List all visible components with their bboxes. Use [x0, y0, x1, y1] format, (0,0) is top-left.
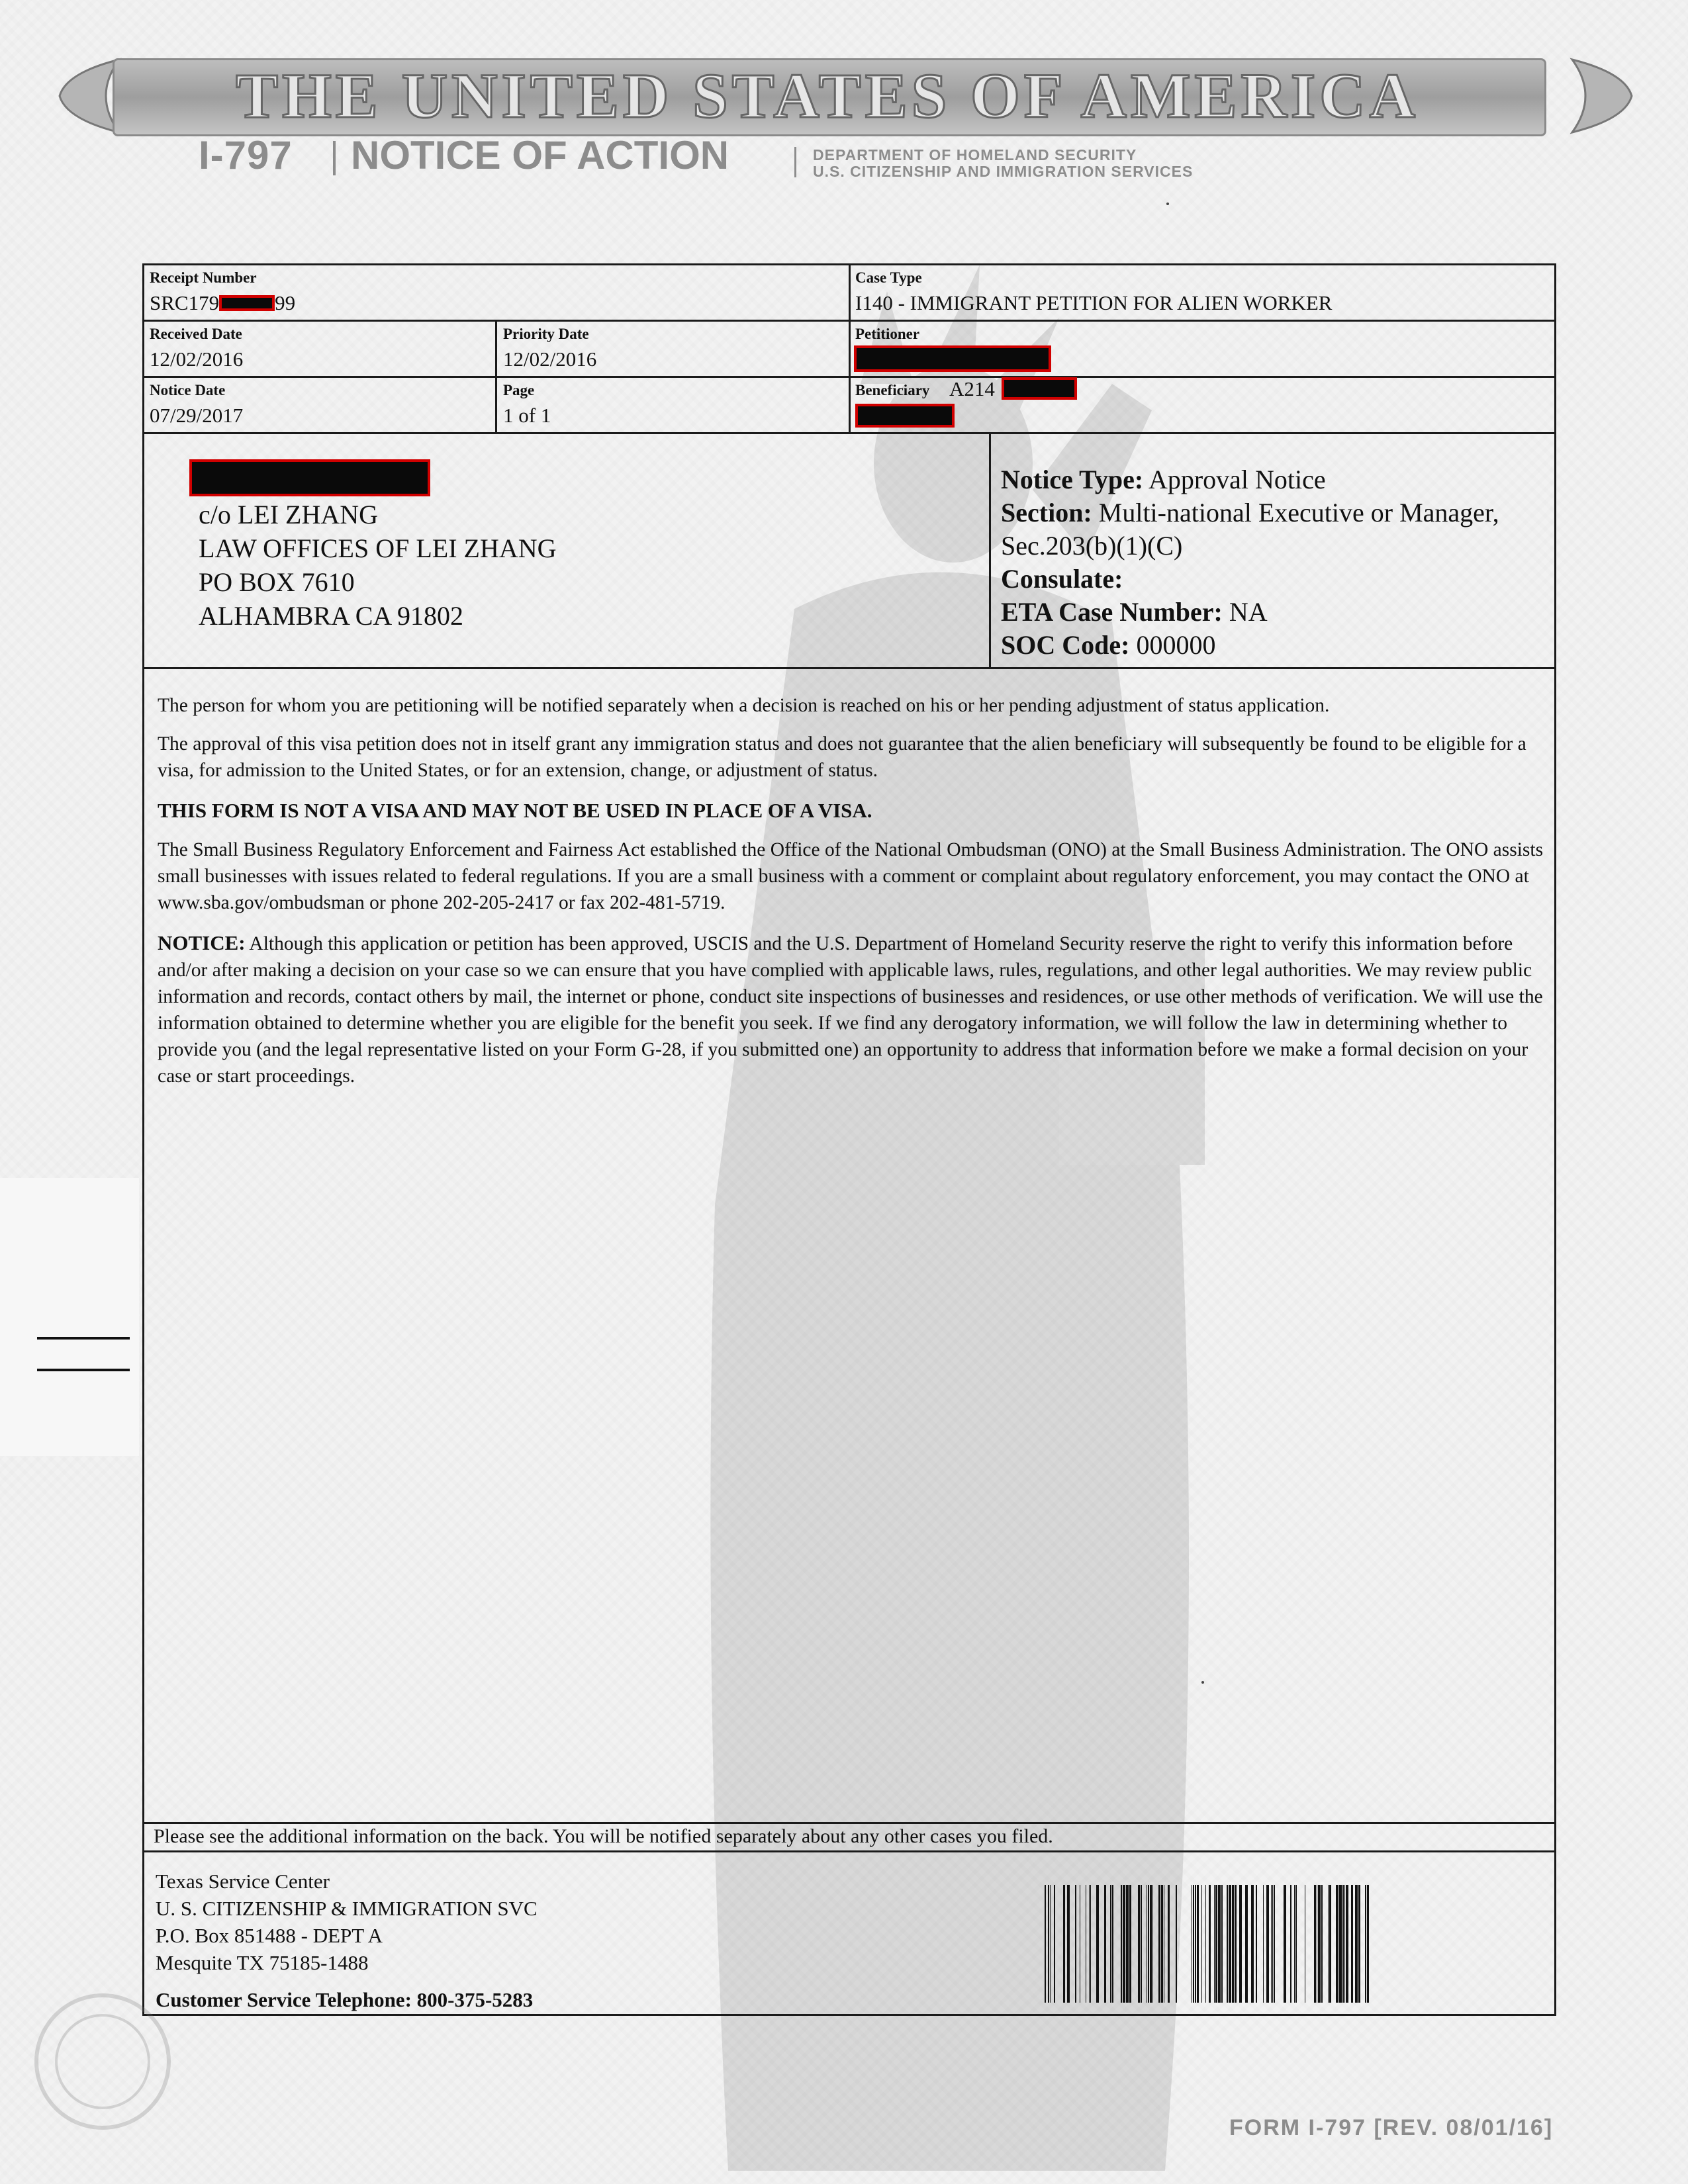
- barcode-bar: [1129, 1885, 1131, 2003]
- barcode-bar: [1235, 1885, 1237, 2003]
- barcode-bar: [1227, 1885, 1228, 2003]
- case-type-value: I140 - IMMIGRANT PETITION FOR ALIEN WORKER: [855, 291, 1333, 314]
- speck: [1201, 1681, 1204, 1684]
- additional-info-note: Please see the additional information on the back. You will be notified separately about any other cases you filed.: [154, 1825, 1053, 1847]
- customer-service-telephone: Customer Service Telephone: 800-375-5283: [156, 1988, 534, 2011]
- barcode-bar: [1138, 1885, 1140, 2003]
- barcode-bar: [1232, 1885, 1234, 2003]
- receipt-number-label: Receipt Number: [150, 269, 257, 286]
- grid-line: [142, 1850, 1556, 1852]
- barcode-bar: [1290, 1885, 1291, 2003]
- receipt-number-suffix: 99: [275, 291, 296, 314]
- beneficiary-a-number: A214: [949, 377, 995, 400]
- beneficiary-label: Beneficiary: [855, 382, 930, 398]
- barcode-bar: [1218, 1885, 1221, 2003]
- form-number-separator: [333, 141, 336, 175]
- received-date-value: 12/02/2016: [150, 347, 244, 371]
- paragraph-approval: [158, 731, 1544, 784]
- barcode-bar: [1346, 1885, 1348, 2003]
- barcode-bar: [1152, 1885, 1153, 2003]
- address-line: LAW OFFICES OF LEI ZHANG: [199, 533, 557, 563]
- barcode-bar: [1336, 1885, 1338, 2003]
- form-revision: FORM I-797 [REV. 08/01/16]: [1229, 2115, 1554, 2140]
- soc-code-value: 000000: [1136, 630, 1216, 660]
- barcode-bar: [1328, 1885, 1329, 2003]
- barcode-bar: [1321, 1885, 1323, 2003]
- receipt-number-prefix: SRC179: [150, 291, 220, 314]
- paragraph-text: The Small Business Regulatory Enforcement and Fairness Act established the Office of the National Ombudsman (ONO) at the Small Business Administration. The ONO assists small businesses with issues related to federal regulations. If you are a small business with a comment or complaint about regulatory enforcement, you may contact the ONO at www.sba.gov/ombudsman or phone 202-205-2417 or fax 202-481-5719.: [158, 839, 1544, 913]
- paragraph-adjustment: [158, 692, 1544, 719]
- section-value-continued: Sec.203(b)(1)(C): [1001, 531, 1183, 561]
- barcode-bar: [1123, 1885, 1125, 2003]
- barcode-bar: [1239, 1885, 1242, 2003]
- barcode-bar: [1104, 1885, 1106, 2003]
- barcode-bar: [1063, 1885, 1065, 2003]
- beneficiary-a-number-redaction: [1002, 377, 1077, 400]
- barcode-bar: [1209, 1885, 1211, 2003]
- notice-label: NOTICE:: [158, 931, 246, 954]
- paragraph-not-a-visa: [158, 797, 1544, 824]
- grid-line: [142, 432, 1556, 434]
- barcode-bar: [1339, 1885, 1342, 2003]
- paragraph-text: THIS FORM IS NOT A VISA AND MAY NOT BE USED IN PLACE OF A VISA.: [158, 799, 872, 822]
- fold-mark: [37, 1369, 130, 1371]
- section-label: Section:: [1001, 498, 1092, 527]
- grid-line: [989, 432, 991, 669]
- form-name: NOTICE OF ACTION: [351, 133, 729, 177]
- barcode-bar: [1266, 1885, 1269, 2003]
- paragraph-text: The person for whom you are petitioning will be notified separately when a decision is reached on his or her pending adjustment of status application.: [158, 695, 1330, 716]
- barcode-bar: [1256, 1885, 1257, 2003]
- barcode-bar: [1067, 1885, 1070, 2003]
- paragraph-text: Although this application or petition has been approved, USCIS and the U.S. Department of Homeland Security reserve the right to verify this information before and/or after making a decision on your case so we can ensure that you have complied with applicable laws, rules, regulations, and other legal authorities. We may review public information and records, contact others by mail, the internet or phone, conduct site inspections of businesses and residences, or use other methods of verification. We will use the information obtained to determine whether you are eligible for the benefit you seek. If we find any derogatory information, we will follow the law in determining whether to provide you (and the legal representative listed on your Form G-28, if you submitted one) an opportunity to address that information before we make a formal decision on your case or start proceedings.: [158, 933, 1543, 1087]
- service-center-line: Texas Service Center: [156, 1870, 330, 1893]
- received-date-label: Received Date: [150, 326, 242, 342]
- notice-type-label: Notice Type:: [1001, 465, 1144, 494]
- barcode-bar: [1112, 1885, 1113, 2003]
- grid-line: [849, 263, 851, 432]
- barcode-bar: [1344, 1885, 1345, 2003]
- barcode-bar: [1048, 1885, 1049, 2003]
- notice-date-label: Notice Date: [150, 382, 226, 398]
- notice-type-value: Approval Notice: [1148, 465, 1326, 494]
- barcode-bar: [1075, 1885, 1076, 2003]
- petitioner-redaction: [854, 345, 1051, 372]
- barcode-bar: [1176, 1885, 1177, 2003]
- address-line: PO BOX 7610: [199, 567, 355, 597]
- address-line: c/o LEI ZHANG: [199, 500, 379, 529]
- barcode-bar: [1195, 1885, 1196, 2003]
- barcode-bar: [1197, 1885, 1199, 2003]
- barcode-bar: [1215, 1885, 1217, 2003]
- consulate-label: Consulate:: [1001, 564, 1123, 594]
- paragraph-ombudsman: [158, 837, 1544, 916]
- barcode-bar: [1284, 1885, 1286, 2003]
- barcode-bar: [1201, 1885, 1202, 2003]
- barcode-bar: [1318, 1885, 1321, 2003]
- barcode-bar: [1161, 1885, 1163, 2003]
- service-center-line: P.O. Box 851488 - DEPT A: [156, 1924, 383, 1947]
- barcode-bar: [1271, 1885, 1272, 2003]
- barcode-bar: [1168, 1885, 1170, 2003]
- department: [813, 147, 1193, 180]
- case-type-label: Case Type: [855, 269, 922, 286]
- barcode-bar: [1054, 1885, 1055, 2003]
- barcode-bar: [1126, 1885, 1129, 2003]
- barcode-bar: [1096, 1885, 1099, 2003]
- address-line: ALHAMBRA CA 91802: [199, 601, 464, 631]
- redaction-box: [219, 295, 275, 311]
- service-center-line: U. S. CITIZENSHIP & IMMIGRATION SVC: [156, 1897, 538, 1920]
- banner-scroll-right: [1566, 46, 1638, 146]
- eta-case-number-value: NA: [1229, 597, 1268, 627]
- priority-date-label: Priority Date: [503, 326, 589, 342]
- barcode-bar: [1050, 1885, 1051, 2003]
- department-separator: [794, 147, 796, 177]
- grid-line: [142, 1822, 1556, 1824]
- barcode-bar: [1229, 1885, 1231, 2003]
- barcode-bar: [1358, 1885, 1360, 2003]
- barcode-bar: [1367, 1885, 1369, 2003]
- barcode-bar: [1089, 1885, 1090, 2003]
- barcode-bar: [1314, 1885, 1316, 2003]
- service-center-line: Mesquite TX 75185-1488: [156, 1951, 369, 1974]
- fold-mark: [37, 1337, 130, 1340]
- soc-code-label: SOC Code:: [1001, 630, 1130, 660]
- speck: [1166, 203, 1169, 205]
- barcode-bar: [1121, 1885, 1122, 2003]
- fold-patch: [0, 1178, 139, 1456]
- barcode-bar: [1251, 1885, 1254, 2003]
- barcode-bar: [1365, 1885, 1366, 2003]
- notice-date-value: 07/29/2017: [150, 404, 244, 427]
- section-value: Multi-national Executive or Manager,: [1098, 498, 1499, 527]
- barcode: [1045, 1885, 1369, 2003]
- barcode-bar: [1245, 1885, 1248, 2003]
- mailing-address: [199, 498, 557, 633]
- barcode-bar: [1205, 1885, 1206, 2003]
- page-label: Page: [503, 382, 535, 398]
- barcode-bar: [1148, 1885, 1149, 2003]
- barcode-bar: [1342, 1885, 1344, 2003]
- receipt-number-value: [150, 291, 295, 315]
- grid-line: [142, 667, 1556, 669]
- barcode-bar: [1141, 1885, 1142, 2003]
- page-value: 1 of 1: [503, 404, 551, 427]
- barcode-bar: [1110, 1885, 1111, 2003]
- recipient-name-redaction: [189, 459, 430, 496]
- department-line1: DEPARTMENT OF HOMELAND SECURITY: [813, 146, 1137, 163]
- priority-date-value: 12/02/2016: [503, 347, 597, 371]
- petitioner-label: Petitioner: [855, 326, 920, 342]
- barcode-bar: [1351, 1885, 1353, 2003]
- beneficiary-name-redaction: [855, 404, 955, 428]
- barcode-bar: [1150, 1885, 1152, 2003]
- barcode-bar: [1090, 1885, 1091, 2003]
- barcode-bar: [1193, 1885, 1194, 2003]
- department-line2: U.S. CITIZENSHIP AND IMMIGRATION SERVICES: [813, 163, 1194, 180]
- barcode-bar: [1295, 1885, 1297, 2003]
- notice-details: [1001, 463, 1499, 662]
- paragraph-text: The approval of this visa petition does not in itself grant any immigration status and does not guarantee that the alien beneficiary will subsequently be found to be eligible for a visa, for admission to the United States, or for an extension, change, or adjustment of status.: [158, 733, 1526, 781]
- barcode-bar: [1263, 1885, 1264, 2003]
- seal-watermark: [26, 1985, 179, 2138]
- paragraph-notice: [158, 930, 1544, 1089]
- barcode-bar: [1355, 1885, 1358, 2003]
- barcode-bar: [1272, 1885, 1273, 2003]
- banner-title: THE UNITED STATES OF AMERICA: [236, 60, 1419, 131]
- form-number: I-797: [199, 133, 293, 177]
- barcode-bar: [1045, 1885, 1046, 2003]
- barcode-bar: [1214, 1885, 1215, 2003]
- barcode-bar: [1158, 1885, 1160, 2003]
- eta-case-number-label: ETA Case Number:: [1001, 597, 1223, 627]
- service-center-address: [156, 1868, 538, 1976]
- barcode-bar: [1329, 1885, 1331, 2003]
- barcode-bar: [1274, 1885, 1275, 2003]
- grid-line: [495, 320, 497, 432]
- barcode-bar: [1221, 1885, 1223, 2003]
- barcode-bar: [1294, 1885, 1295, 2003]
